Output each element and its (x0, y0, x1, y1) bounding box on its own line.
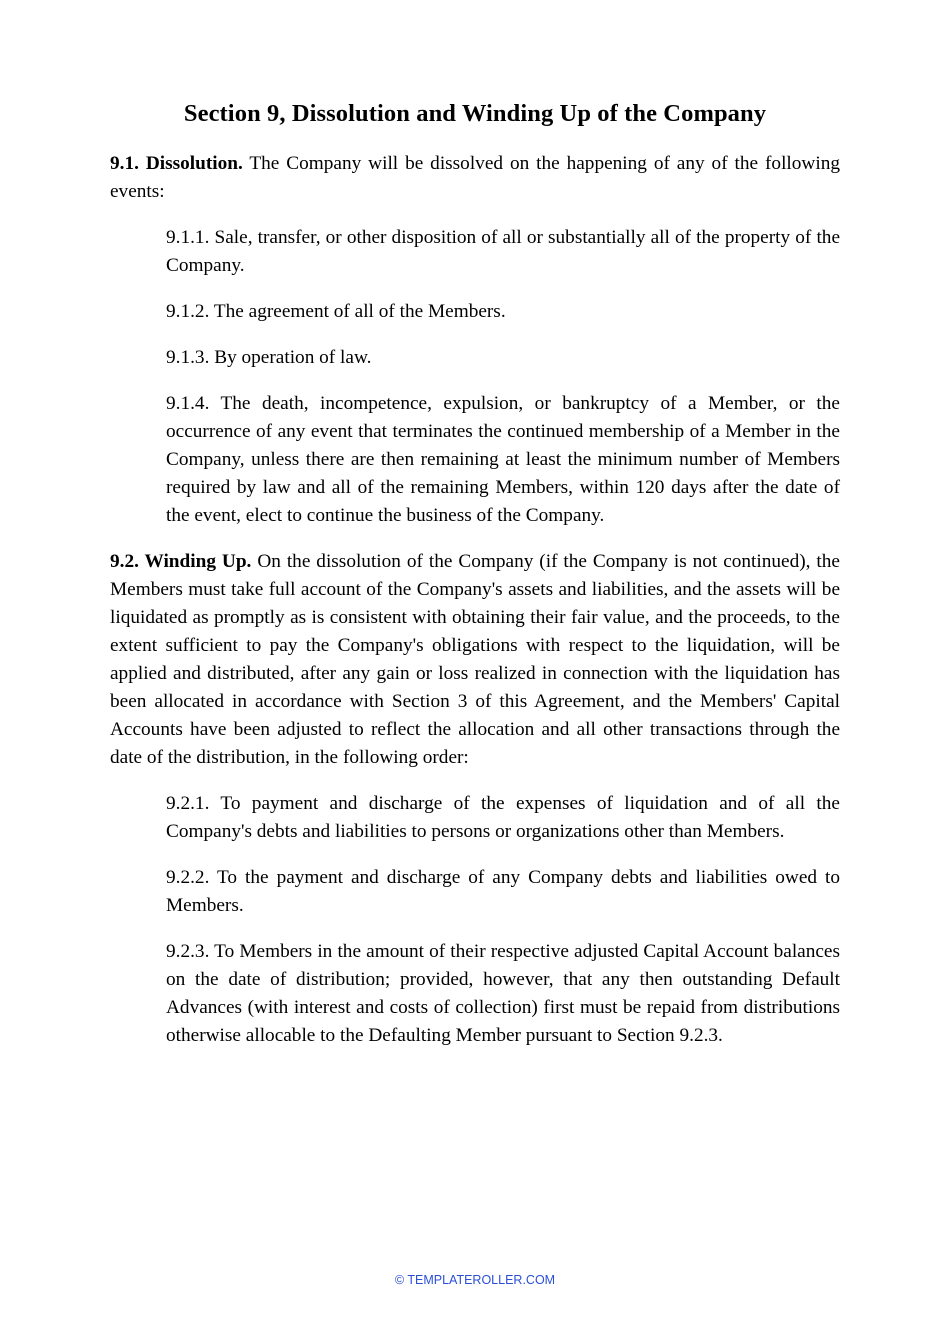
paragraph-9-2-1: 9.2.1. To payment and discharge of the expenses of liquidation and of all the Company's debts and liabilities to persons or organizations other than Members. (166, 793, 840, 842)
paragraph-9-1-text: The Company will be dissolved on the happening of any of the following events: (110, 153, 840, 202)
paragraph-9-2-2: 9.2.2. To the payment and discharge of any Company debts and liabilities owed to Members. (166, 867, 840, 916)
paragraph-9-1-lead: 9.1. Dissolution. (110, 153, 243, 174)
paragraph-9-2-text: On the dissolution of the Company (if the Company is not continued), the Members must take full account of the Company's assets and liabilities, and the assets will be liquidated as promptly as is consistent with obtaining their fair value, and the proceeds, to the extent sufficient to pay the Company's obligations with respect to the liquidation, will be applied and distributed, after any gain or loss realized in connection with the liquidation has been allocated in accordance with Section 3 of this Agreement, and the Members' Capital Accounts have been adjusted to reflect the allocation and all other transactions through the date of the distribution, in the following order: (110, 551, 840, 768)
paragraph-9-1-3: 9.1.3. By operation of law. (166, 347, 372, 368)
page-title: Section 9, Dissolution and Winding Up of the Company (183, 100, 767, 127)
paragraph-9-1-2: 9.1.2. The agreement of all of the Members. (166, 301, 506, 322)
paragraph-9-2-3: 9.2.3. To Members in the amount of their respective adjusted Capital Account balances on the date of distribution; provided, however, that any then outstanding Default Advances (with interest and costs of collection) first must be repaid from distributions otherwise allocable to the Defaulting Member pursuant to Section 9.2.3. (166, 941, 840, 1046)
paragraph-9-1 (110, 150, 840, 206)
paragraph-9-1-4: 9.1.4. The death, incompetence, expulsion, or bankruptcy of a Member, or the occurrence of any event that terminates the continued membership of a Member in the Company, unless there are then remaining at least the minimum number of Members required by law and all of the remaining Members, within 120 days after the date of the event, elect to continue the business of the Company. (166, 393, 840, 526)
paragraph-9-2 (110, 548, 840, 772)
templateroller-watermark-text: © TEMPLATEROLLER.COM (394, 1273, 556, 1287)
paragraph-9-2-lead: 9.2. Winding Up. (110, 551, 252, 572)
footer-watermark (0, 1273, 950, 1287)
paragraph-9-1-1: 9.1.1. Sale, transfer, or other disposition of all or substantially all of the property of the Company. (166, 227, 840, 276)
